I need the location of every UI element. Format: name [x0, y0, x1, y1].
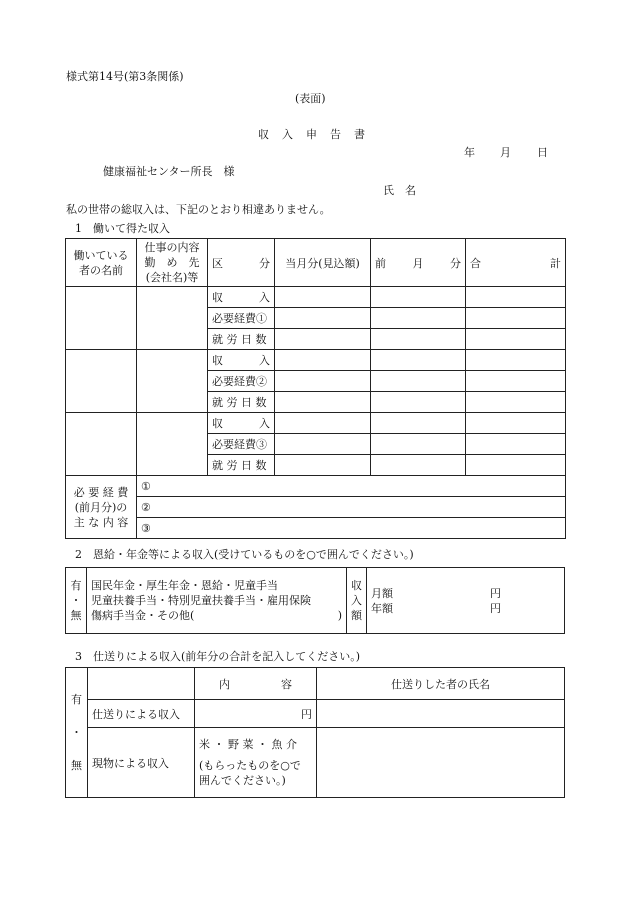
header-blank — [88, 668, 195, 700]
section3-heading: 3 仕送りによる収入(前年分の合計を記入してください。) — [75, 650, 361, 663]
form-number: 様式第14号(第3条関係) — [66, 70, 184, 83]
job-cell-2[interactable] — [137, 350, 208, 413]
person-name-cell-3[interactable] — [66, 413, 137, 476]
value-cell[interactable] — [371, 413, 466, 434]
expense-label: 必要経費③ — [208, 434, 275, 455]
monthly-label: 月額 — [371, 586, 393, 600]
yearly-label: 年額 — [371, 601, 393, 615]
value-cell[interactable] — [371, 308, 466, 329]
date-month: 月 — [500, 146, 511, 159]
section2-heading: 2 恩給・年金等による収入(受けているものを○で囲んでください。) — [75, 548, 414, 561]
table-row — [66, 413, 566, 434]
value-cell[interactable] — [371, 371, 466, 392]
work-days-label: 就 労 日 数 — [208, 455, 275, 476]
table-row — [66, 518, 566, 539]
table-header-row — [66, 239, 566, 287]
earned-income-table — [65, 238, 566, 539]
addressee: 健康福祉センター所長 様 — [103, 165, 235, 178]
table-row — [66, 497, 566, 518]
goods-sender-name[interactable] — [317, 728, 565, 798]
value-cell[interactable] — [466, 455, 566, 476]
goods-items[interactable]: 米 ・ 野 菜 ・ 魚 介 (もらったものを○で 囲んでください。) — [195, 728, 317, 798]
job-cell-3[interactable] — [137, 413, 208, 476]
expense-label: 必要経費② — [208, 371, 275, 392]
remittance-income-table — [65, 667, 565, 798]
value-cell[interactable] — [466, 371, 566, 392]
work-days-label: 就 労 日 数 — [208, 329, 275, 350]
pension-types[interactable]: 国民年金・厚生年金・恩給・児童手当 児童扶養手当・特別児童扶養手当・雇用保険 傷病手当金・その他( ) — [87, 568, 347, 634]
remittance-umu[interactable]: 有 ・ 無 — [66, 668, 88, 798]
header-content: 内 容 — [195, 668, 317, 700]
table-header-row — [66, 668, 565, 700]
table-row — [66, 287, 566, 308]
header-total: 合 計 — [466, 239, 566, 287]
value-cell[interactable] — [275, 308, 371, 329]
value-cell[interactable] — [275, 287, 371, 308]
value-cell[interactable] — [466, 413, 566, 434]
cash-income-amount[interactable] — [195, 700, 317, 728]
value-cell[interactable] — [371, 287, 466, 308]
value-cell[interactable] — [466, 350, 566, 371]
pension-amounts[interactable] — [367, 568, 565, 634]
yen-unit: 円 — [301, 707, 312, 721]
section1-heading: 1 働いて得た収入 — [75, 222, 170, 235]
table-row — [66, 700, 565, 728]
main-expense-label: 必 要 経 費 (前月分)の 主 な 内 容 — [66, 476, 137, 539]
table-row — [66, 476, 566, 497]
income-label: 収 入 — [208, 413, 275, 434]
work-days-label: 就 労 日 数 — [208, 392, 275, 413]
main-expense-entry-3[interactable]: ③ — [137, 518, 566, 539]
header-kubun: 区 分 — [208, 239, 275, 287]
person-name-cell-2[interactable] — [66, 350, 137, 413]
header-person-name: 働いている 者の名前 — [66, 239, 137, 287]
header-current-month: 当月分(見込額) — [275, 239, 371, 287]
value-cell[interactable] — [275, 371, 371, 392]
value-cell[interactable] — [466, 434, 566, 455]
job-cell-1[interactable] — [137, 287, 208, 350]
yen-unit: 円 — [490, 586, 501, 600]
person-name-cell-1[interactable] — [66, 287, 137, 350]
value-cell[interactable] — [466, 308, 566, 329]
value-cell[interactable] — [275, 413, 371, 434]
value-cell[interactable] — [466, 329, 566, 350]
side-label: (表面) — [295, 92, 326, 105]
value-cell[interactable] — [371, 455, 466, 476]
value-cell[interactable] — [371, 350, 466, 371]
income-label: 収 入 — [208, 350, 275, 371]
goods-income-label: 現物による収入 — [88, 728, 195, 798]
declaration-text: 私の世帯の総収入は、下記のとおり相違ありません。 — [66, 203, 331, 216]
income-amount-label: 収 入 額 — [347, 568, 367, 634]
income-label: 収 入 — [208, 287, 275, 308]
value-cell[interactable] — [275, 350, 371, 371]
value-cell[interactable] — [371, 329, 466, 350]
table-row — [66, 568, 565, 634]
yen-unit: 円 — [490, 601, 501, 615]
page-title: 収 入 申 告 書 — [258, 128, 366, 141]
table-row — [66, 350, 566, 371]
table-row — [66, 728, 565, 798]
applicant-name-label: 氏 名 — [383, 184, 416, 197]
value-cell[interactable] — [275, 329, 371, 350]
expense-label: 必要経費① — [208, 308, 275, 329]
value-cell[interactable] — [466, 392, 566, 413]
cash-sender-name[interactable] — [317, 700, 565, 728]
value-cell[interactable] — [466, 287, 566, 308]
value-cell[interactable] — [371, 392, 466, 413]
pension-umu[interactable]: 有 ・ 無 — [66, 568, 87, 634]
cash-income-label: 仕送りによる収入 — [88, 700, 195, 728]
date-day: 日 — [537, 146, 548, 159]
header-job: 仕事の内容 勤 め 先 (会社名)等 — [137, 239, 208, 287]
pension-income-table — [65, 567, 565, 634]
value-cell[interactable] — [275, 392, 371, 413]
value-cell[interactable] — [275, 455, 371, 476]
value-cell[interactable] — [275, 434, 371, 455]
main-expense-entry-2[interactable]: ② — [137, 497, 566, 518]
main-expense-entry-1[interactable]: ① — [137, 476, 566, 497]
header-sender-name: 仕送りした者の氏名 — [317, 668, 565, 700]
date-year: 年 — [464, 146, 475, 159]
value-cell[interactable] — [371, 434, 466, 455]
header-previous-month: 前 月 分 — [371, 239, 466, 287]
